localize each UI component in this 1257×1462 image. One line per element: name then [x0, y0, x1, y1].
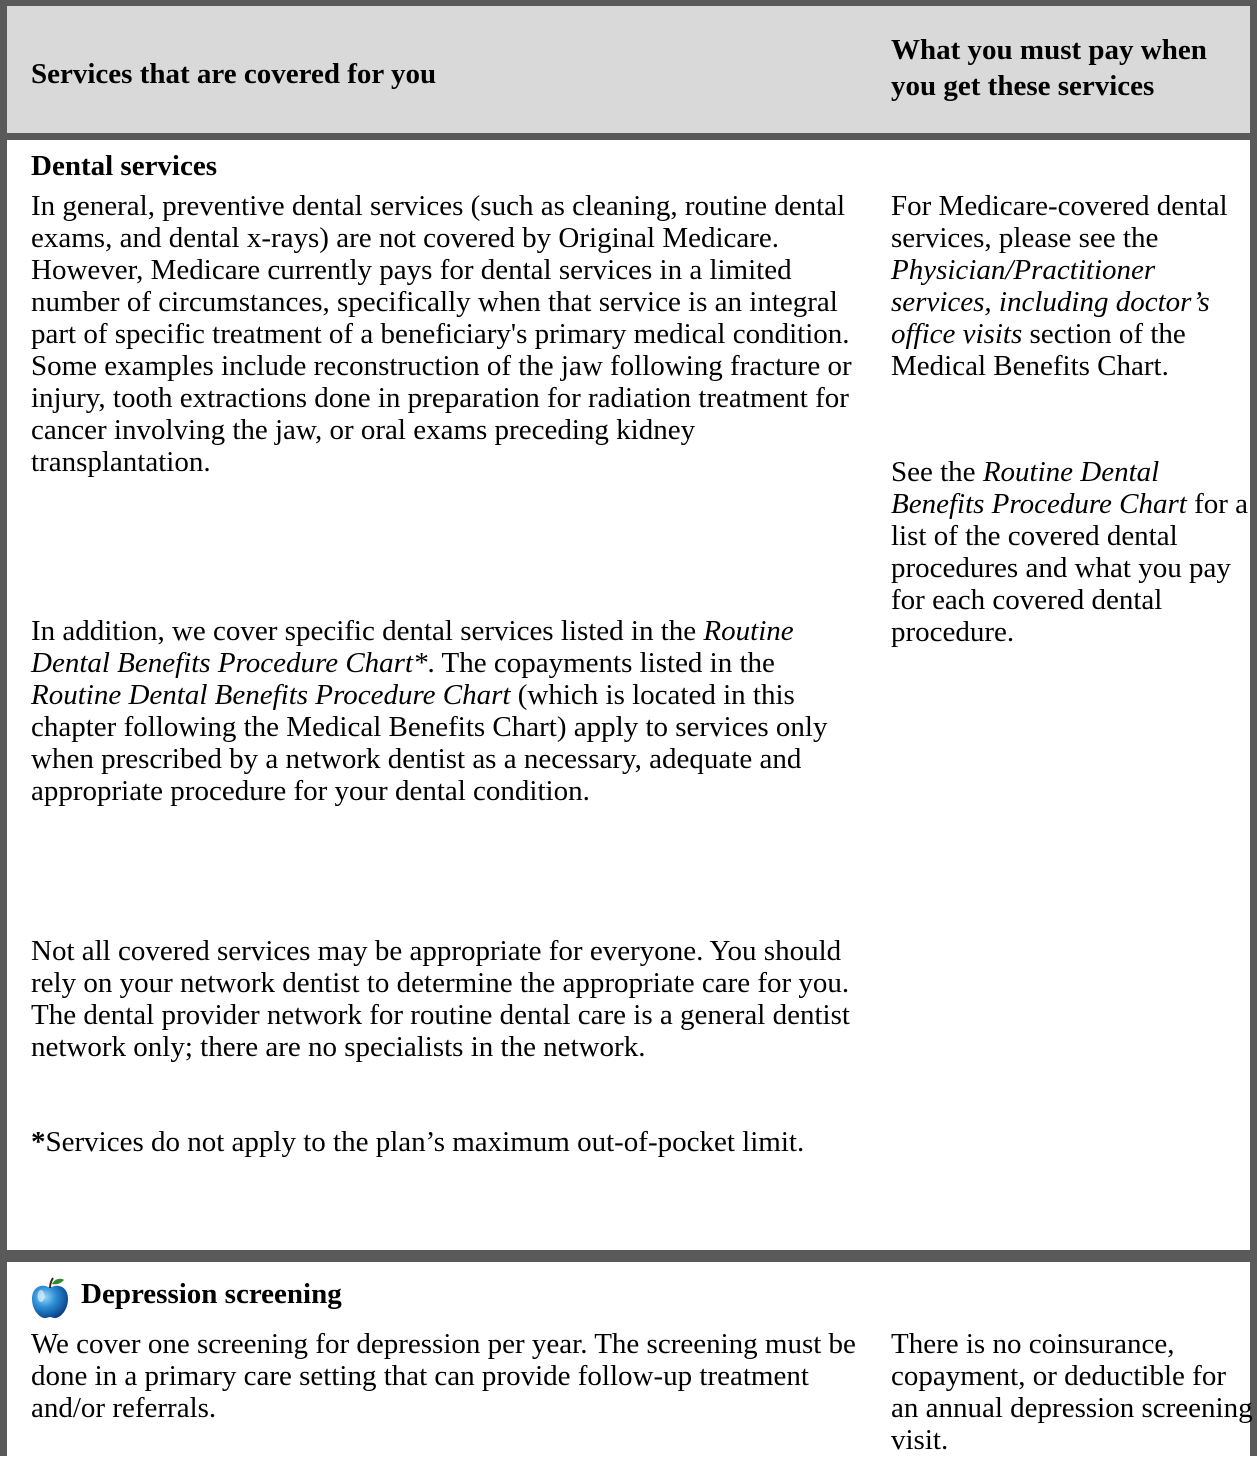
- dental-paragraph-4: [31, 1126, 871, 1158]
- apple-icon: [29, 1276, 71, 1320]
- dental-p4-text: Services do not apply to the plan’s maximum out-of-pocket limit.: [45, 1126, 805, 1158]
- dental-pay-paragraph-1: [891, 190, 1257, 382]
- depression-pay-paragraph-1: There is no coinsurance, copayment, or deductible for an annual depression screening visit.: [891, 1328, 1253, 1456]
- dental-paragraph-2: [31, 615, 871, 807]
- dental-paragraph-3: Not all covered services may be appropriate for everyone. You should rely on your network dentist to determine the appropriate care for you. The dental provider network for routine dental care is a general dentist network only; there are no specialists in the network.: [31, 935, 850, 1063]
- dental-r2-text-a: See the: [891, 456, 983, 488]
- dental-r1-section-ref: Physician/Practitioner services, including doctor’s office visits: [891, 254, 1210, 350]
- dental-r1-text-c: section of the Medical Benefits Chart.: [891, 318, 1186, 382]
- dental-paragraph-1: In general, preventive dental services (such as cleaning, routine dental exams, and dental x-rays) are not covered by Original Medicare. However, Medicare currently pays for dental services in a limited number of circumstances, specifically when that service is an integral part of specific treatment of a beneficiary's primary medical condition. Some examples include reconstruction of the jaw following fracture or injury, tooth extractions done in preparation for radiation treatment for cancer involving the jaw, or oral exams preceding kidney transplantation.: [31, 190, 852, 478]
- depression-screening-title: Depression screening: [81, 1278, 342, 1310]
- dental-p2-text-e: (which is located in this chapter following the Medical Benefits Chart) apply to services only when prescribed by a network dentist as a necessary, adequate and appropriate procedure for your dental condition.: [31, 679, 828, 807]
- dental-pay-paragraph-2: [891, 456, 1257, 648]
- dental-p2-chart-ref-1: Routine Dental Benefits Procedure Chart*: [31, 615, 794, 679]
- dental-r2-chart-ref: Routine Dental Benefits Procedure Chart: [891, 456, 1187, 520]
- dental-r1-text-a: For Medicare-covered dental services, please see the: [891, 190, 1228, 254]
- row-divider: [7, 1250, 1250, 1262]
- header-what-you-pay: What you must pay when you get these services: [891, 34, 1207, 102]
- header-services-covered: Services that are covered for you: [31, 58, 437, 90]
- dental-p2-text-a: In addition, we cover specific dental services listed in the: [31, 615, 704, 647]
- asterisk-note: *: [31, 1126, 46, 1158]
- dental-services-row: [7, 140, 1250, 1250]
- dental-p2-chart-ref-2: Routine Dental Benefits Procedure Chart: [31, 679, 511, 711]
- depression-screening-row: [7, 1262, 1253, 1462]
- dental-r2-text-c: for a list of the covered dental procedures and what you pay for each covered dental procedure.: [891, 488, 1249, 648]
- table-header: [7, 6, 1250, 140]
- dental-p2-text-c: . The copayments listed in the: [427, 647, 775, 679]
- dental-services-title: Dental services: [31, 150, 218, 182]
- depression-paragraph-1: We cover one screening for depression per year. The screening must be done in a primary care setting that can provide follow-up treatment and/or referrals.: [31, 1328, 856, 1424]
